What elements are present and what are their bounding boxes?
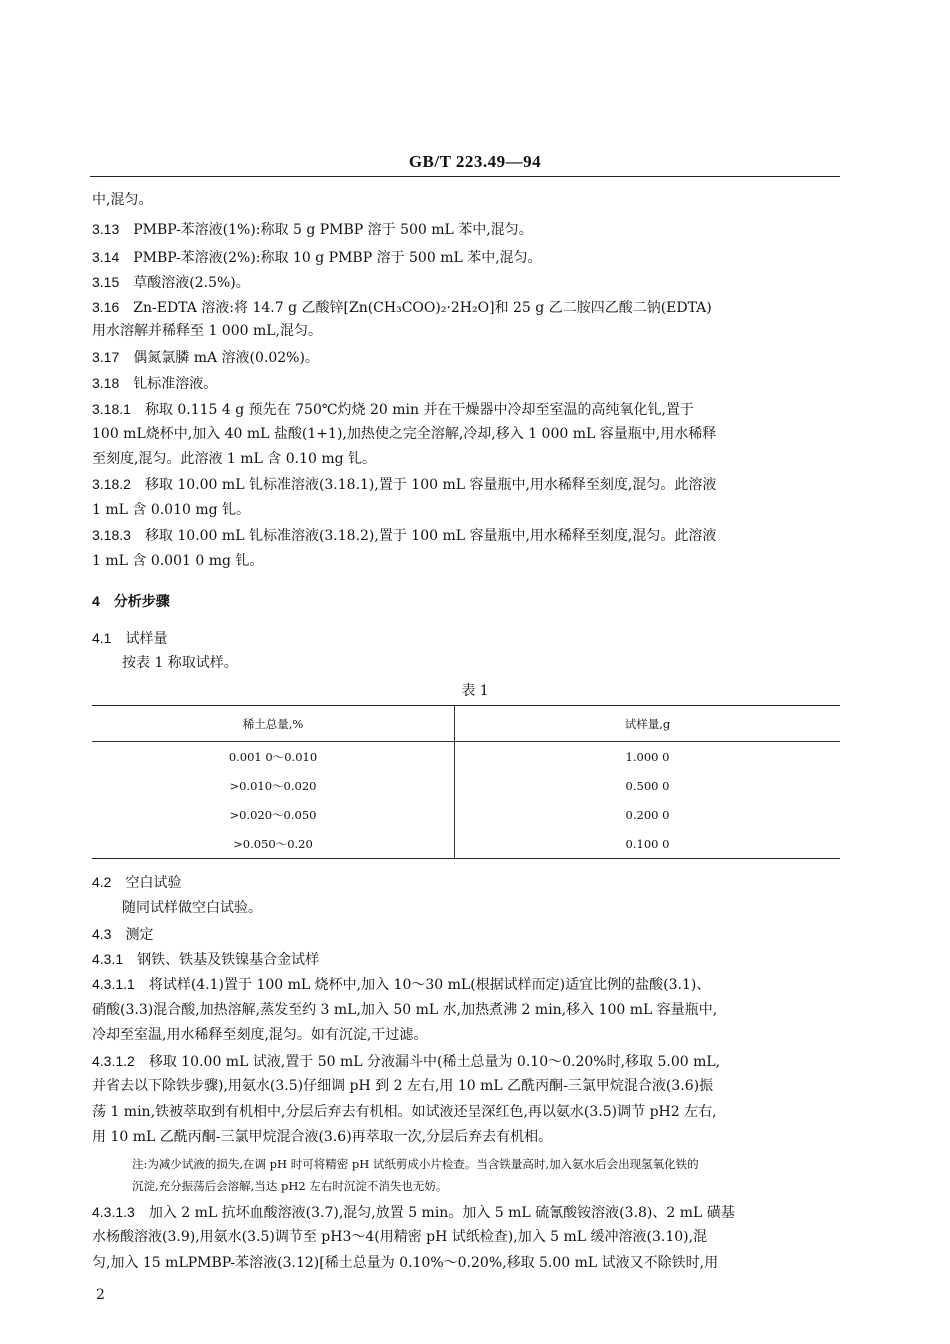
clause-4-3-1-3: 4.3.1.3 加入 2 mL 抗坏血酸溶液(3.7),混匀,放置 5 min。加入 5 mL 硫氰酸铵溶液(3.8)、2 mL 磺基 <box>92 1204 735 1221</box>
header-rule <box>90 176 840 177</box>
clause-4-3: 4.3 测定 <box>92 926 154 943</box>
text-line: 按表 1 称取试样。 <box>122 655 238 671</box>
text-line: 100 mL烧杯中,加入 40 mL 盐酸(1+1),加热使之完全溶解,冷却,移入 1 000 mL 容量瓶中,用水稀释 <box>92 426 717 442</box>
table-cell: 0.001 0～0.010 <box>92 742 455 772</box>
table-row <box>92 771 840 800</box>
section-4-heading: 4 分析步骤 <box>92 593 170 609</box>
text-line: 用水溶解并稀释至 1 000 mL,混匀。 <box>92 323 323 339</box>
standard-code-header: GB/T 223.49—94 <box>408 152 542 171</box>
note-line: 注:为减少试液的损失,在调 pH 时可将精密 pH 试纸剪成小片检查。当含铁量高时,加入氨水后会出现氢氧化铁的 <box>132 1157 699 1171</box>
text-line: 用 10 mL 乙酰丙酮-三氯甲烷混合液(3.6)再萃取一次,分层后弃去有机相。 <box>92 1129 553 1145</box>
text-line: 1 mL 含 0.010 mg 钆。 <box>92 502 251 518</box>
table-cell: >0.010～0.020 <box>92 771 455 800</box>
table-cell: 0.500 0 <box>625 778 670 793</box>
table-cell: 1.000 0 <box>625 749 670 764</box>
clause-3-17: 3.17 偶氮氯膦 mA 溶液(0.02%)。 <box>92 349 319 366</box>
clause-4-1: 4.1 试样量 <box>92 630 168 647</box>
table-header-row <box>92 706 840 742</box>
text-line: 并省去以下除铁步骤),用氨水(3.5)仔细调 pH 到 2 左右,用 10 mL 乙酰丙酮-三氯甲烷混合液(3.6)振 <box>92 1078 714 1094</box>
table-row <box>92 800 840 829</box>
table-cell: >0.020～0.050 <box>92 800 455 829</box>
text-line: 匀,加入 15 mLPMBP-苯溶液(3.12)[稀土总量为 0.10%～0.20%,移取 5.00 mL 试液又不除铁时,用 <box>92 1255 719 1271</box>
text-line: 随同试样做空白试验。 <box>122 900 262 916</box>
table-cell: 0.200 0 <box>625 807 670 822</box>
clause-3-16: 3.16 Zn-EDTA 溶液:将 14.7 g 乙酸锌[Zn(CH₃COO)₂·2H₂O]和 25 g 乙二胺四乙酸二钠(EDTA) <box>92 299 712 316</box>
table-cell: >0.050～0.20 <box>92 829 455 859</box>
text-line: 冷却至室温,用水稀释至刻度,混匀。如有沉淀,干过滤。 <box>92 1027 428 1043</box>
clause-3-15: 3.15 草酸溶液(2.5%)。 <box>92 274 250 291</box>
table-row <box>92 829 840 859</box>
text-line: 至刻度,混匀。此溶液 1 mL 含 0.10 mg 钆。 <box>92 451 377 467</box>
text-line: 水杨酸溶液(3.9),用氨水(3.5)调节至 pH3～4(用精密 pH 试纸检查),加入 5 mL 缓冲溶液(3.10),混 <box>92 1229 708 1245</box>
table-header-cell: 稀土总量,% <box>92 706 455 742</box>
note-line: 沉淀,充分振荡后会溶解,当达 pH2 左右时沉淀不消失也无妨。 <box>132 1179 448 1193</box>
clause-3-18: 3.18 钆标准溶液。 <box>92 375 218 392</box>
clause-4-2: 4.2 空白试验 <box>92 874 182 891</box>
sample-mass-table <box>92 705 840 859</box>
clause-4-3-1: 4.3.1 钢铁、铁基及铁镍基合金试样 <box>92 951 320 968</box>
clause-4-3-1-1: 4.3.1.1 将试样(4.1)置于 100 mL 烧杯中,加入 10～30 mL(根据试样而定)适宜比例的盐酸(3.1)、 <box>92 976 711 993</box>
clause-3-14: 3.14 PMBP-苯溶液(2%):称取 10 g PMBP 溶于 500 mL 苯中,混匀。 <box>92 249 542 266</box>
table-caption: 表 1 <box>461 683 489 699</box>
table-cell: 0.100 0 <box>455 829 841 859</box>
table-row <box>92 742 840 772</box>
text-line: 硝酸(3.3)混合酸,加热溶解,蒸发至约 3 mL,加入 50 mL 水,加热煮沸 2 min,移入 100 mL 容量瓶中, <box>92 1002 718 1018</box>
text-line: 荡 1 min,铁被萃取到有机相中,分层后弃去有机相。如试液还呈深红色,再以氨水(3.5)调节 pH2 左右, <box>92 1104 717 1120</box>
table-header-cell: 试样量,g <box>455 706 841 742</box>
clause-3-18-1: 3.18.1 称取 0.115 4 g 预先在 750℃灼烧 20 min 并在干燥器中冷却至室温的高纯氧化钆,置于 <box>92 401 694 418</box>
clause-3-13: 3.13 PMBP-苯溶液(1%):称取 5 g PMBP 溶于 500 mL 苯中,混匀。 <box>92 221 533 238</box>
clause-3-18-2: 3.18.2 移取 10.00 mL 钆标准溶液(3.18.1),置于 100 mL 容量瓶中,用水稀释至刻度,混匀。此溶液 <box>92 476 717 493</box>
clause-4-3-1-2: 4.3.1.2 移取 10.00 mL 试液,置于 50 mL 分液漏斗中(稀土总量为 0.10～0.20%时,移取 5.00 mL, <box>92 1053 721 1070</box>
clause-3-18-3: 3.18.3 移取 10.00 mL 钆标准溶液(3.18.2),置于 100 mL 容量瓶中,用水稀释至刻度,混匀。此溶液 <box>92 527 717 544</box>
text-line: 中,混匀。 <box>92 192 153 208</box>
page-number: 2 <box>96 1287 105 1303</box>
text-line: 1 mL 含 0.001 0 mg 钆。 <box>92 553 264 569</box>
